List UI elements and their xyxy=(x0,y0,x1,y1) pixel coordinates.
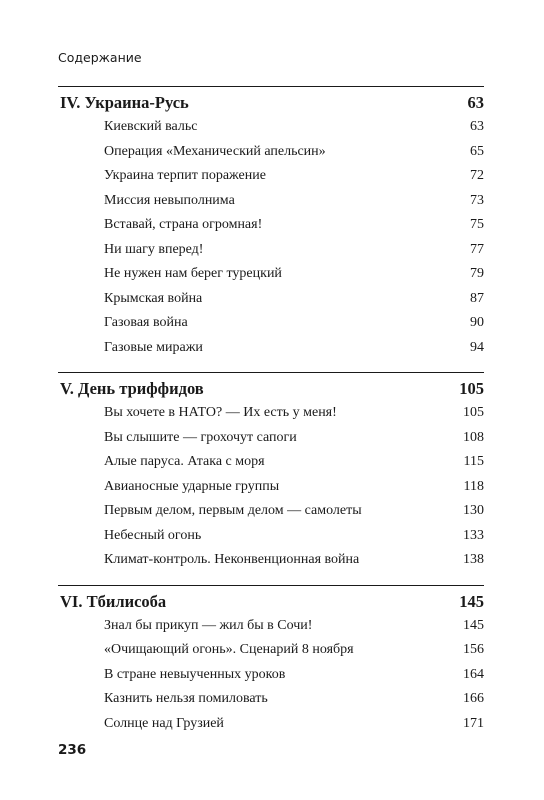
toc-chapter-title: Миссия невыполнима xyxy=(104,192,235,208)
toc-chapter-entry[interactable] xyxy=(58,193,484,218)
toc-chapter-title: «Очищающий огонь». Сценарий 8 ноября xyxy=(104,642,354,657)
toc-chapter-page: 118 xyxy=(463,478,484,494)
toc-chapter-page: 63 xyxy=(470,119,484,134)
toc-chapter-title: Газовая война xyxy=(104,315,188,330)
toc-part-heading[interactable] xyxy=(58,592,484,618)
toc-chapter-page: 164 xyxy=(463,666,484,682)
toc-chapter-page: 65 xyxy=(470,143,484,159)
toc-part-page: 105 xyxy=(459,379,484,398)
running-head: Содержание xyxy=(58,50,142,65)
toc-chapter-entry[interactable] xyxy=(58,691,484,716)
toc-chapter-page: 79 xyxy=(470,266,484,281)
toc-part xyxy=(58,586,484,749)
toc-chapter-title: Первым делом, первым делом — самолеты xyxy=(104,503,362,518)
table-of-contents xyxy=(58,86,484,748)
toc-chapter-title: Вы хочете в НАТО? — Их есть у меня! xyxy=(104,405,337,420)
toc-chapter-entry[interactable] xyxy=(58,242,484,267)
toc-chapter-entry[interactable] xyxy=(58,552,484,577)
toc-part-title: VI. Тбилисоба xyxy=(60,591,167,611)
toc-chapter-entry[interactable] xyxy=(58,168,484,193)
toc-chapter-page: 115 xyxy=(463,454,484,469)
toc-part-heading[interactable] xyxy=(58,379,484,405)
toc-chapter-title: Солнце над Грузией xyxy=(104,715,224,731)
toc-chapter-title: Киевский вальс xyxy=(104,119,198,134)
toc-chapter-title: Украина терпит поражение xyxy=(104,168,266,183)
page-number: 236 xyxy=(58,742,87,758)
toc-chapter-title: Газовые миражи xyxy=(104,339,203,355)
toc-part-title: V. День триффидов xyxy=(60,379,204,398)
toc-chapter-page: 108 xyxy=(463,429,484,445)
toc-chapter-entry[interactable] xyxy=(58,144,484,169)
toc-chapter-page: 130 xyxy=(463,503,484,518)
toc-chapter-page: 133 xyxy=(463,527,484,543)
toc-chapter-entry[interactable] xyxy=(58,716,484,741)
toc-chapter-page: 75 xyxy=(470,217,484,232)
toc-chapter-page: 105 xyxy=(463,405,484,420)
toc-chapter-title: Климат-контроль. Неконвенционная война xyxy=(104,552,360,567)
toc-chapter-entry[interactable] xyxy=(58,340,484,365)
toc-chapter-page: 90 xyxy=(470,315,484,330)
toc-chapter-title: Ни шагу вперед! xyxy=(104,241,204,257)
toc-chapter-entry[interactable] xyxy=(58,618,484,643)
toc-part-title: IV. Украина-Русь xyxy=(60,93,189,112)
toc-part-page: 145 xyxy=(459,591,484,611)
toc-chapter-entry[interactable] xyxy=(58,528,484,553)
toc-chapter-title: Вы слышите — грохочут сапоги xyxy=(104,429,297,445)
toc-chapter-entry[interactable] xyxy=(58,642,484,667)
toc-chapter-title: Небесный огонь xyxy=(104,527,202,543)
toc-chapter-entry[interactable] xyxy=(58,667,484,692)
toc-chapter-page: 94 xyxy=(470,339,484,355)
toc-chapter-page: 72 xyxy=(470,168,484,183)
toc-chapter-title: Авианосные ударные группы xyxy=(104,478,280,494)
toc-chapter-title: Алые паруса. Атака с моря xyxy=(104,454,265,469)
toc-chapter-title: Крымская война xyxy=(104,290,203,306)
toc-part-heading[interactable] xyxy=(58,93,484,119)
toc-chapter-page: 145 xyxy=(463,617,484,633)
toc-chapter-title: Знал бы прикуп — жил бы в Сочи! xyxy=(104,617,313,633)
toc-chapter-entry[interactable] xyxy=(58,430,484,455)
toc-chapter-entry[interactable] xyxy=(58,479,484,504)
toc-chapter-title: Казнить нельзя помиловать xyxy=(104,691,268,706)
toc-chapter-entry[interactable] xyxy=(58,266,484,291)
toc-chapter-entry[interactable] xyxy=(58,217,484,242)
toc-chapter-title: Вставай, страна огромная! xyxy=(104,217,263,232)
toc-chapter-page: 156 xyxy=(463,642,484,657)
toc-chapter-page: 87 xyxy=(470,290,484,306)
toc-chapter-page: 73 xyxy=(470,192,484,208)
toc-part-page: 63 xyxy=(467,93,484,112)
toc-chapter-entry[interactable] xyxy=(58,315,484,340)
toc-chapter-title: В стране невыученных уроков xyxy=(104,666,286,682)
toc-chapter-page: 77 xyxy=(470,241,484,257)
toc-chapter-entry[interactable] xyxy=(58,503,484,528)
toc-part xyxy=(58,373,484,585)
toc-chapter-page: 171 xyxy=(463,715,484,731)
toc-chapter-page: 138 xyxy=(463,552,484,567)
toc-chapter-title: Не нужен нам берег турецкий xyxy=(104,266,282,281)
toc-chapter-entry[interactable] xyxy=(58,454,484,479)
toc-chapter-page: 166 xyxy=(463,691,484,706)
toc-chapter-entry[interactable] xyxy=(58,405,484,430)
toc-part xyxy=(58,87,484,372)
toc-chapter-title: Операция «Механический апельсин» xyxy=(104,143,326,159)
toc-chapter-entry[interactable] xyxy=(58,119,484,144)
toc-chapter-entry[interactable] xyxy=(58,291,484,316)
